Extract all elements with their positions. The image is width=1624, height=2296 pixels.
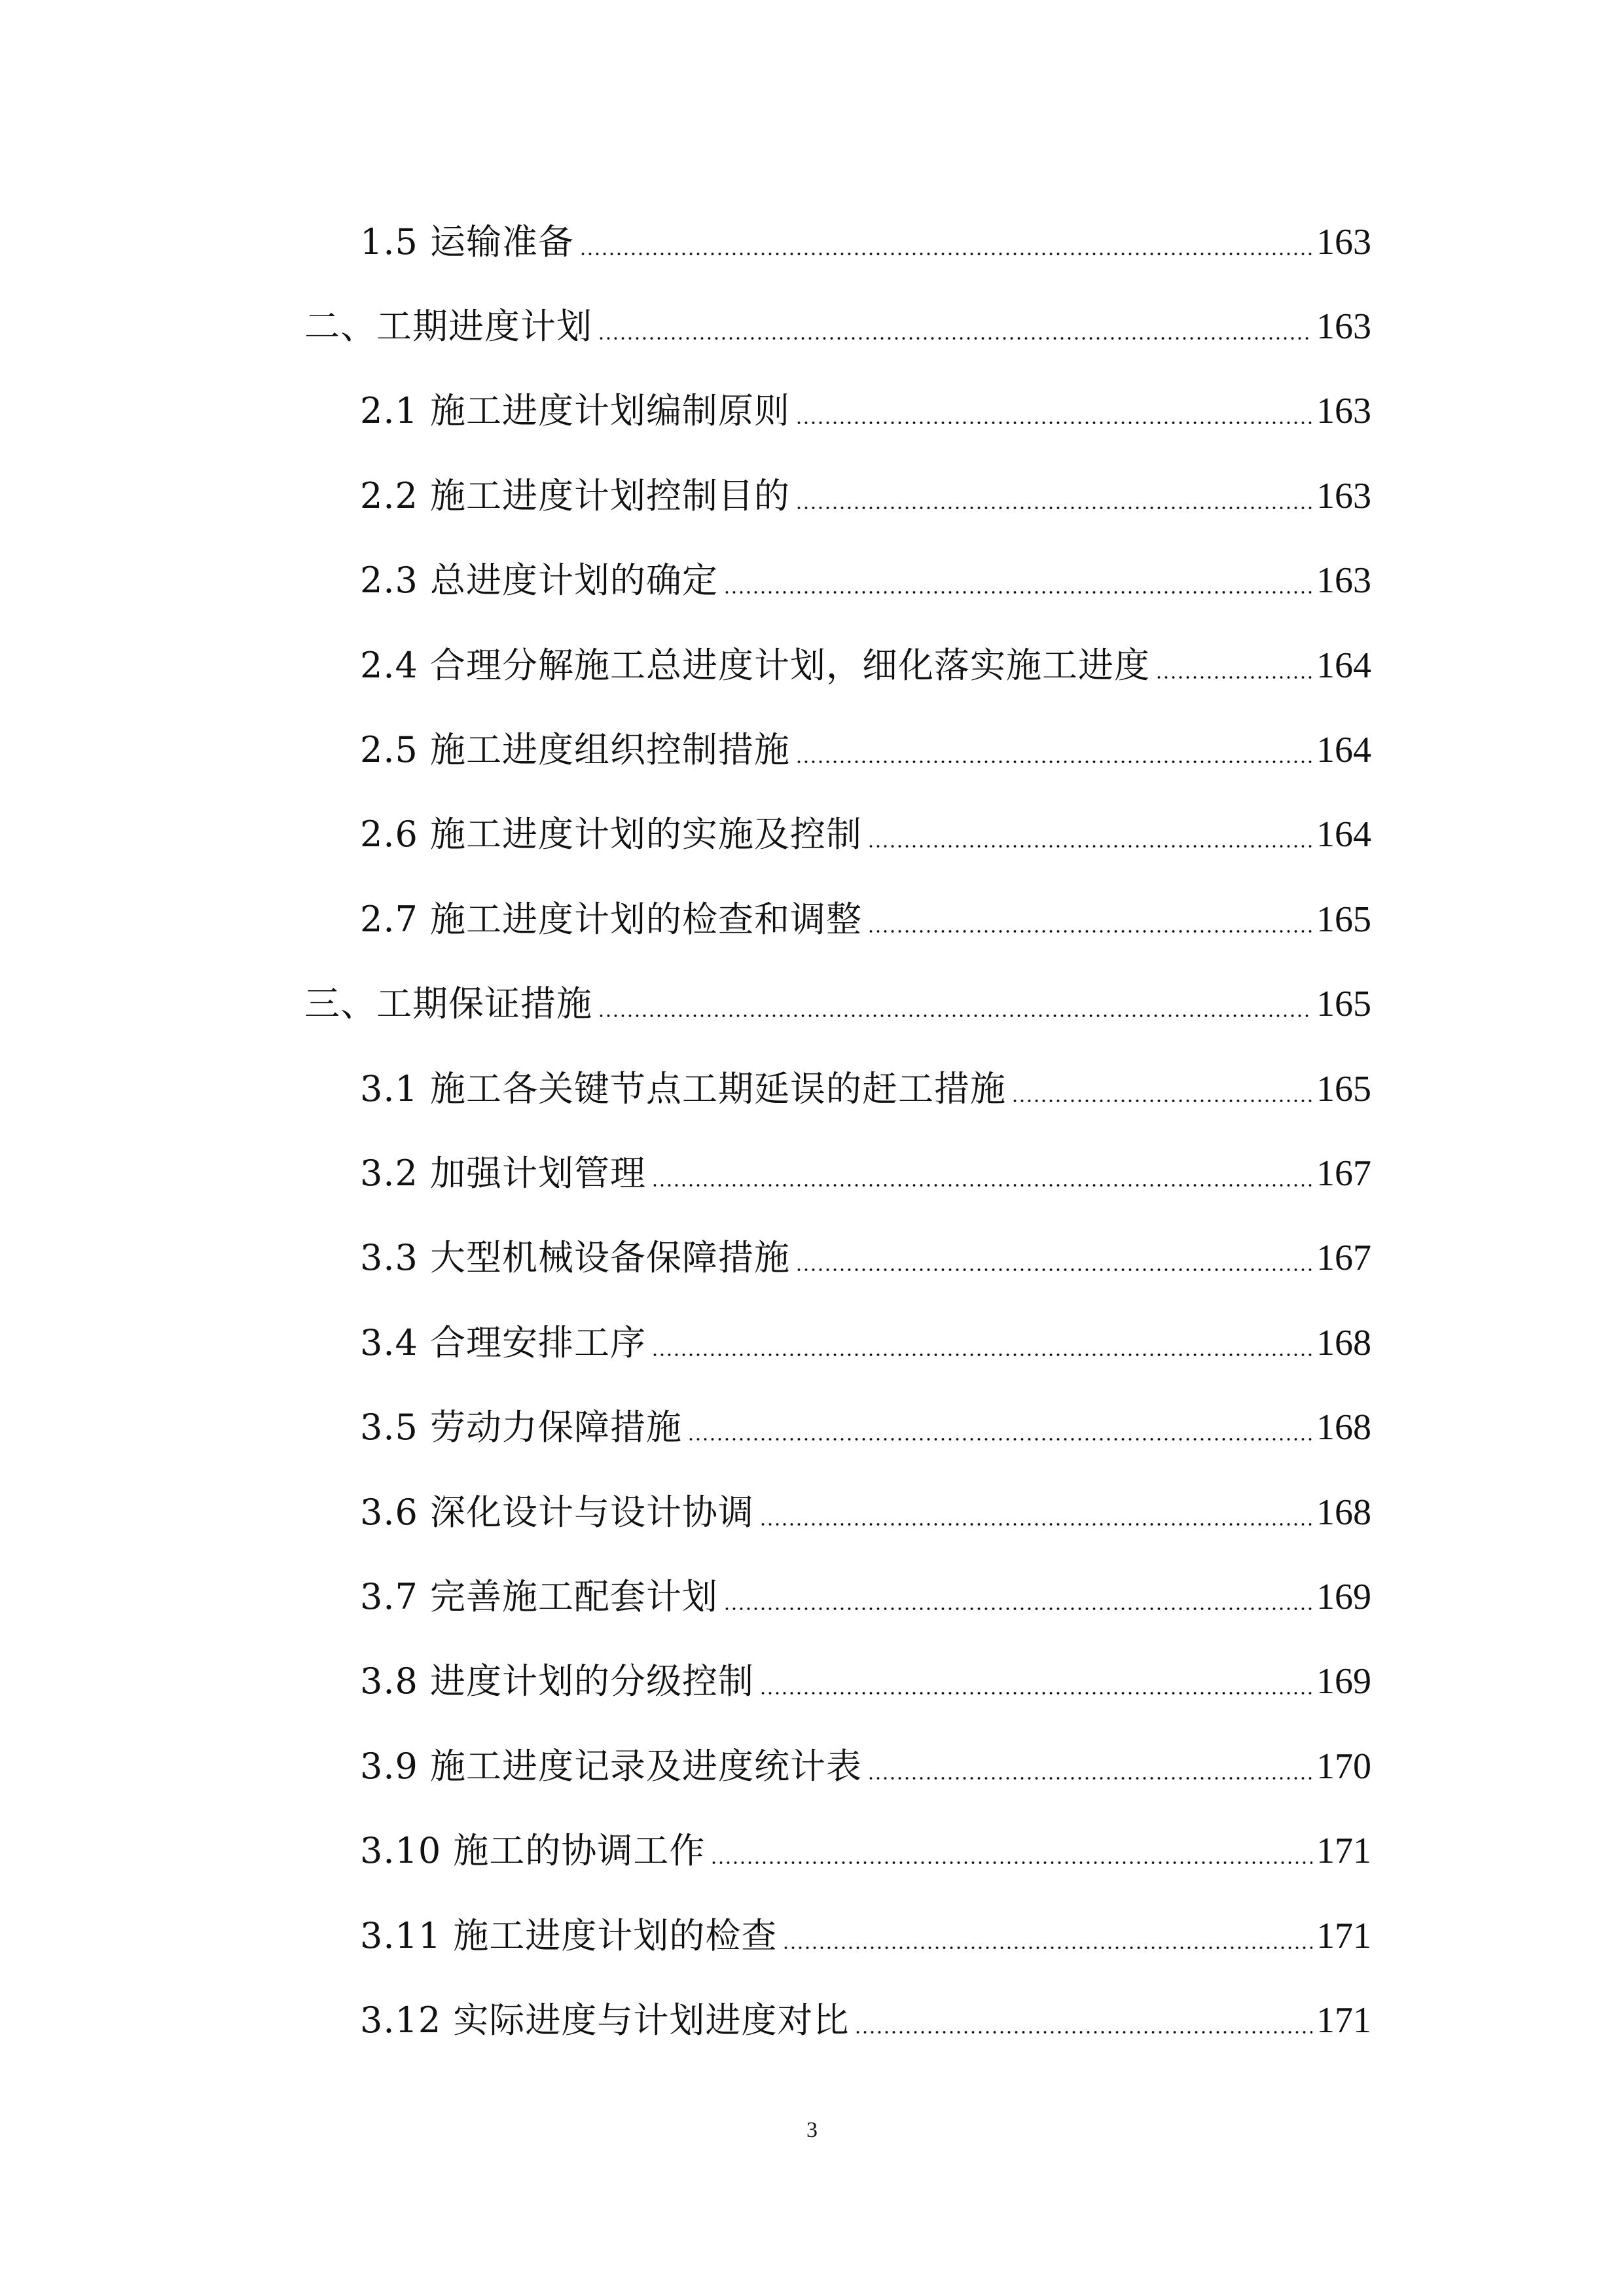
toc-entry[interactable] [0, 1216, 1624, 1300]
toc-entry[interactable] [0, 1554, 1624, 1639]
toc-entry-title: 3.12 实际进度与计划进度对比 [360, 1999, 850, 2041]
toc-entry[interactable] [0, 708, 1624, 792]
toc-entry[interactable] [0, 1978, 1624, 2062]
toc-entry[interactable] [0, 454, 1624, 538]
toc-entry[interactable] [0, 1131, 1624, 1215]
toc-entry[interactable] [0, 369, 1624, 454]
toc-dot-leader [1011, 1099, 1312, 1103]
toc-entry[interactable] [0, 200, 1624, 284]
toc-dot-leader [795, 760, 1312, 764]
toc-entry[interactable] [0, 284, 1624, 368]
toc-dot-leader [687, 1437, 1312, 1441]
toc-entry-title: 1.5 运输准备 [360, 221, 575, 262]
toc-dot-leader [867, 929, 1312, 933]
toc-entry-title: 3.7 完善施工配套计划 [360, 1575, 719, 1617]
toc-entry[interactable] [0, 1470, 1624, 1554]
toc-entry-page: 163 [1316, 475, 1371, 516]
toc-entry[interactable] [0, 623, 1624, 708]
toc-dot-leader [759, 1522, 1312, 1526]
toc-entry-page: 167 [1316, 1153, 1371, 1194]
toc-entry-page: 165 [1316, 1068, 1371, 1109]
toc-entry-title: 二、工期进度计划 [304, 306, 592, 348]
toc-entry-title: 2.1 施工进度计划编制原则 [360, 390, 791, 432]
toc-entry-page: 163 [1316, 560, 1371, 601]
toc-dot-leader [867, 1776, 1312, 1780]
toc-entry-title: 2.3 总进度计划的确定 [360, 560, 719, 601]
toc-dot-leader [854, 2030, 1312, 2034]
toc-entry-title: 3.5 劳动力保障措施 [360, 1407, 683, 1448]
toc-dot-leader [867, 844, 1312, 848]
toc-dot-leader [723, 1607, 1312, 1611]
toc-entry[interactable] [0, 1640, 1624, 1724]
toc-entry-title: 3.10 施工的协调工作 [360, 1830, 706, 1872]
toc-entry-page: 163 [1316, 306, 1371, 348]
toc-dot-leader [759, 1691, 1312, 1695]
toc-dot-leader [795, 421, 1312, 425]
toc-entry-page: 165 [1316, 899, 1371, 940]
toc-entry[interactable] [0, 1385, 1624, 1469]
toc-entry[interactable] [0, 1893, 1624, 1978]
toc-entry[interactable] [0, 1808, 1624, 1893]
toc-entry-title: 3.6 深化设计与设计协调 [360, 1491, 755, 1533]
toc-entry-page: 165 [1316, 984, 1371, 1025]
toc-entry-title: 2.2 施工进度计划控制目的 [360, 475, 791, 516]
toc-entry-title: 3.2 加强计划管理 [360, 1152, 647, 1194]
toc-dot-leader [651, 1183, 1312, 1187]
toc-entry-title: 三、工期保证措施 [304, 983, 592, 1025]
toc-entry-page: 168 [1316, 1407, 1371, 1448]
toc-entry-title: 3.8 进度计划的分级控制 [360, 1660, 755, 1702]
toc-dot-leader [598, 336, 1312, 340]
toc-dot-leader [598, 1014, 1312, 1018]
toc-entry-page: 171 [1316, 1915, 1371, 1956]
toc-entry[interactable] [0, 877, 1624, 961]
table-of-contents [0, 200, 1624, 2063]
toc-entry-title: 3.11 施工进度计划的检查 [360, 1914, 778, 1956]
toc-entry-page: 164 [1316, 814, 1371, 855]
toc-entry[interactable] [0, 539, 1624, 623]
toc-entry-title: 3.9 施工进度记录及进度统计表 [360, 1745, 863, 1787]
toc-entry-title: 2.7 施工进度计划的检查和调整 [360, 898, 863, 940]
toc-entry[interactable] [0, 1047, 1624, 1131]
toc-dot-leader [723, 590, 1312, 594]
toc-entry[interactable] [0, 1300, 1624, 1385]
toc-entry-title: 2.4 合理分解施工总进度计划，细化落实施工进度 [360, 644, 1151, 686]
toc-entry-page: 170 [1316, 1746, 1371, 1787]
toc-dot-leader [1155, 675, 1312, 679]
toc-entry-page: 164 [1316, 645, 1371, 686]
toc-entry-title: 3.4 合理安排工序 [360, 1321, 647, 1363]
toc-entry-page: 171 [1316, 1831, 1371, 1872]
toc-dot-leader [795, 506, 1312, 510]
page-number: 3 [806, 2118, 818, 2142]
toc-entry-page: 168 [1316, 1322, 1371, 1363]
toc-entry-title: 2.6 施工进度计划的实施及控制 [360, 814, 863, 855]
toc-entry-page: 171 [1316, 2000, 1371, 2041]
toc-entry[interactable] [0, 1724, 1624, 1808]
toc-dot-leader [782, 1946, 1312, 1950]
toc-entry-title: 3.1 施工各关键节点工期延误的赶工措施 [360, 1067, 1007, 1109]
toc-dot-leader [579, 252, 1312, 256]
toc-entry[interactable] [0, 793, 1624, 877]
toc-entry-title: 3.3 大型机械设备保障措施 [360, 1237, 791, 1279]
toc-entry-page: 163 [1316, 391, 1371, 432]
toc-entry-page: 164 [1316, 730, 1371, 771]
toc-entry[interactable] [0, 962, 1624, 1047]
toc-dot-leader [651, 1353, 1312, 1357]
toc-entry-page: 168 [1316, 1492, 1371, 1533]
toc-dot-leader [710, 1861, 1312, 1865]
toc-entry-page: 163 [1316, 221, 1371, 262]
toc-entry-page: 169 [1316, 1576, 1371, 1617]
toc-dot-leader [795, 1268, 1312, 1272]
toc-entry-page: 167 [1316, 1238, 1371, 1279]
toc-entry-title: 2.5 施工进度组织控制措施 [360, 729, 791, 771]
toc-entry-page: 169 [1316, 1661, 1371, 1702]
